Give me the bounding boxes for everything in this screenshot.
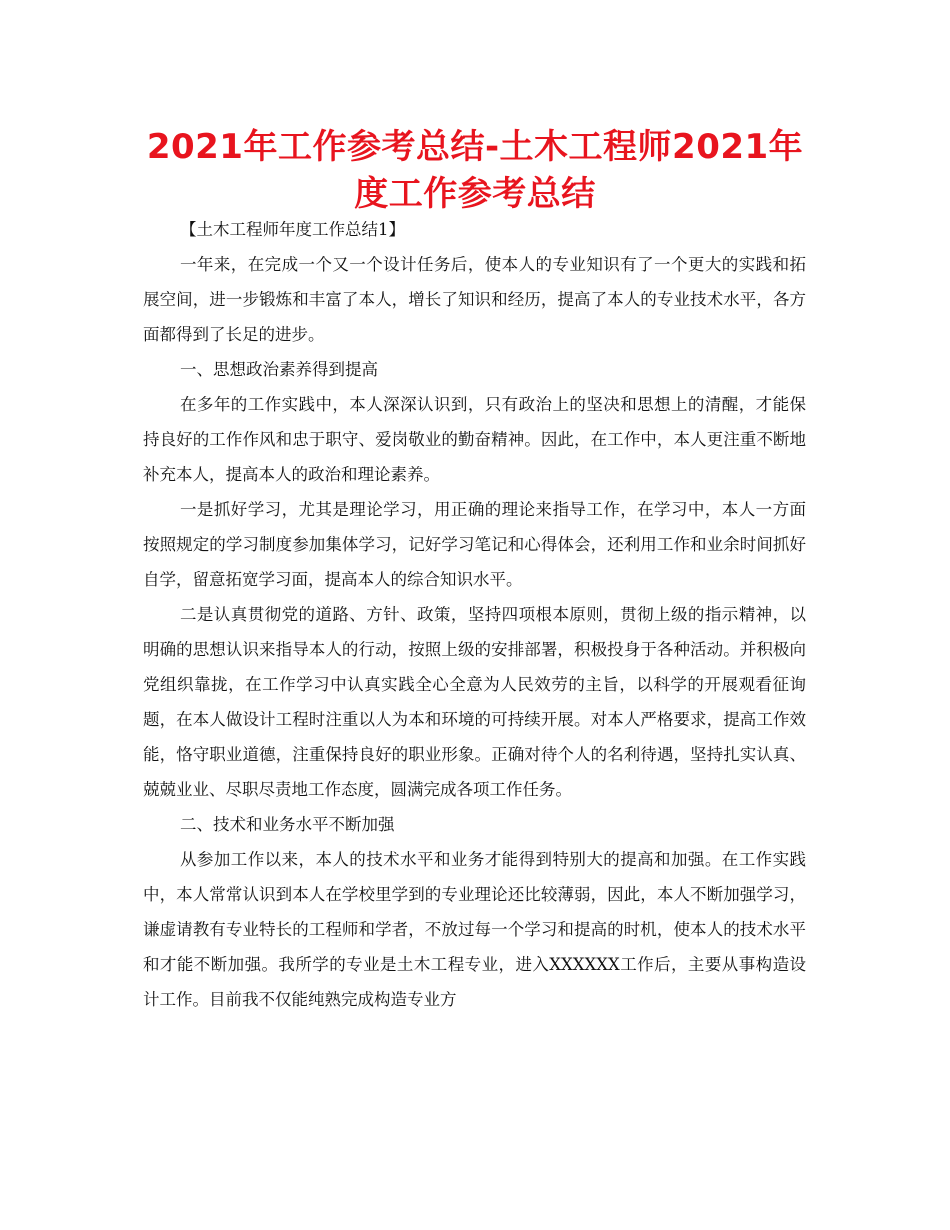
paragraph: 从参加工作以来，本人的技术水平和业务才能得到特别大的提高和加强。在工作实践中，本人常常认识到本人在学校里学到的专业理论还比较薄弱，因此，本人不断加强学习，谦虚请教有专业特长的工程师和学者，不放过每一个学习和提高的时机，使本人的技术水平和才能不断加强。我所学的专业是土木工程专业，进入XXXXXX工作后，主要从事构造设计工作。目前我不仅能纯熟完成构造专业方 (143, 850, 806, 1009)
paragraph: 一年来，在完成一个又一个设计任务后，使本人的专业知识有了一个更大的实践和拓展空间，进一步锻炼和丰富了本人，增长了知识和经历，提高了本人的专业技术水平，各方面都得到了长足的进步。 (143, 255, 806, 344)
section-heading: 【土木工程师年度工作总结1】 (180, 220, 405, 239)
document-body (143, 212, 806, 1017)
paragraph: 在多年的工作实践中，本人深深认识到，只有政治上的坚决和思想上的清醒，才能保持良好的工作作风和忠于职守、爱岗敬业的勤奋精神。因此，在工作中，本人更注重不断地补充本人，提高本人的政治和理论素养。 (143, 395, 806, 484)
paragraph: 二是认真贯彻党的道路、方针、政策，坚持四项根本原则，贯彻上级的指示精神，以明确的思想认识来指导本人的行动，按照上级的安排部署，积极投身于各种活动。并积极向党组织靠拢，在工作学习中认真实践全心全意为人民效劳的主旨，以科学的开展观看征询题，在本人做设计工程时注重以人为本和环境的可持续开展。对本人严格要求，提高工作效能，恪守职业道德，注重保持良好的职业形象。正确对待个人的名利待遇，坚持扎实认真、兢兢业业、尽职尽责地工作态度，圆满完成各项工作任务。 (143, 605, 806, 799)
paragraph: 一是抓好学习，尤其是理论学习，用正确的理论来指导工作，在学习中，本人一方面按照规定的学习制度参加集体学习，记好学习笔记和心得体会，还利用工作和业余时间抓好自学，留意拓宽学习面，提高本人的综合知识水平。 (143, 500, 806, 589)
section-heading: 一、思想政治素养得到提高 (180, 360, 378, 379)
section-heading: 二、技术和业务水平不断加强 (180, 815, 395, 834)
document-title: 2021年工作参考总结-土木工程师2021年度工作参考总结 (146, 127, 804, 214)
